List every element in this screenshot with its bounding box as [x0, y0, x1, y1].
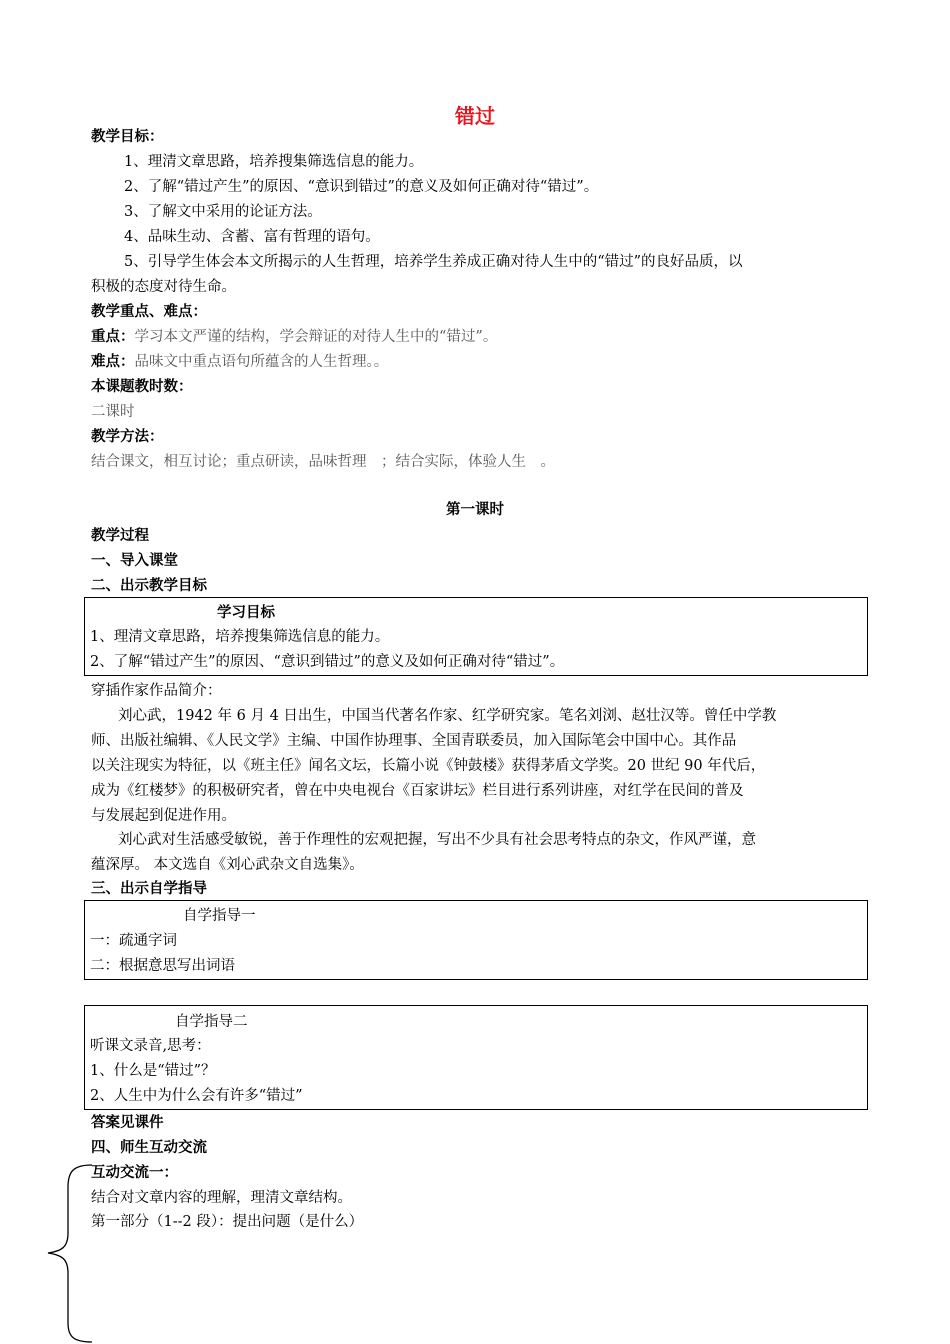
self-study-guide-one-box	[84, 900, 868, 980]
author-line: 刘心武，1942 年 6 月 4 日出生，中国当代著名作家、红学研究家。笔名刘浏、赵壮汉等。曾任中学教	[118, 708, 777, 724]
key-points-heading: 教学重点、难点：	[91, 304, 207, 320]
goal-item: 1、理清文章思路，培养搜集筛选信息的能力。	[124, 154, 424, 170]
box-line: 2、人生中为什么会有许多“错过”	[90, 1088, 303, 1104]
box-line: 1、什么是“错过”？	[90, 1063, 216, 1079]
box-line: 听课文录音,思考：	[90, 1038, 211, 1054]
step-heading: 四、师生互动交流	[91, 1140, 207, 1156]
author-line: 蕴深厚。 本文选自《刘心武杂文自选集》。	[91, 857, 364, 873]
key-text: 学习本文严谨的结构，学会辩证的对待人生中的“错过”。	[134, 329, 498, 345]
author-line: 以关注现实为特征，以《班主任》闻名文坛，长篇小说《钟鼓楼》获得茅盾文学奖。20 世纪 90 年代后，	[91, 758, 766, 774]
process-heading: 教学过程	[91, 528, 149, 544]
box-title: 学习目标	[217, 605, 275, 621]
curly-brace-icon	[42, 1163, 94, 1344]
hours-value: 二课时	[91, 404, 135, 420]
goals-heading: 教学目标：	[91, 129, 164, 145]
difficulty-text: 品味文中重点语句所蕴含的人生哲理。。	[134, 354, 389, 370]
interact-heading: 互动交流一：	[91, 1165, 178, 1181]
answer-note: 答案见课件	[91, 1115, 164, 1131]
goal-item: 3、了解文中采用的论证方法。	[124, 204, 322, 220]
self-study-guide-two-box	[84, 1005, 868, 1110]
key-label: 重点：	[91, 329, 135, 345]
author-line: 与发展起到促进作用。	[91, 808, 236, 824]
goal-item: 2、了解“错过产生”的原因、“意识到错过”的意义及如何正确对待“错过”。	[124, 179, 599, 195]
goal-item: 4、品味生动、含蓄、富有哲理的语句。	[124, 229, 380, 245]
hours-heading: 本课题教时数：	[91, 379, 193, 395]
learning-goals-box	[84, 597, 868, 676]
step-heading: 三、出示自学指导	[91, 881, 207, 897]
goal-item: 5、引导学生体会本文所揭示的人生哲理，培养学生养成正确对待人生中的“错过”的良好品质，以	[124, 254, 743, 270]
document-title: 错过	[455, 104, 495, 128]
difficulty-label: 难点：	[91, 354, 135, 370]
step-heading: 二、出示教学目标	[91, 578, 207, 594]
author-intro-heading: 穿插作家作品简介：	[91, 683, 222, 699]
interact-line: 第一部分（1--2 段）：提出问题（是什么）	[91, 1214, 364, 1230]
box-line: 一：疏通字词	[90, 933, 177, 949]
step-heading: 一、导入课堂	[91, 553, 178, 569]
box-line: 2、了解“错过产生”的原因、“意识到错过”的意义及如何正确对待“错过”。	[90, 654, 565, 670]
goal-item-continued: 积极的态度对待生命。	[91, 279, 236, 295]
box-line: 1、理清文章思路，培养搜集筛选信息的能力。	[90, 629, 390, 645]
box-title: 自学指导一	[183, 908, 256, 924]
method-value: 结合课文，相互讨论；重点研读，品味哲理 ；结合实际，体验人生 。	[91, 454, 555, 470]
key-point-line	[91, 327, 497, 347]
method-heading: 教学方法：	[91, 429, 164, 445]
author-line: 师、出版社编辑、《人民文学》主编、中国作协理事、全国青联委员，加入国际笔会中国中心。其作品	[91, 733, 737, 749]
lesson-heading: 第一课时	[446, 502, 504, 518]
author-line: 成为《红楼梦》的积极研究者，曾在中央电视台《百家讲坛》栏目进行系列讲座，对红学在民间的普及	[91, 783, 744, 799]
difficulty-line	[91, 352, 388, 372]
box-title: 自学指导二	[175, 1014, 248, 1030]
box-line: 二：根据意思写出词语	[90, 958, 235, 974]
interact-line: 结合对文章内容的理解，理清文章结构。	[91, 1190, 352, 1206]
author-line: 刘心武对生活感受敏锐，善于作理性的宏观把握，写出不少具有社会思考特点的杂文，作风严谨，意	[118, 832, 756, 848]
